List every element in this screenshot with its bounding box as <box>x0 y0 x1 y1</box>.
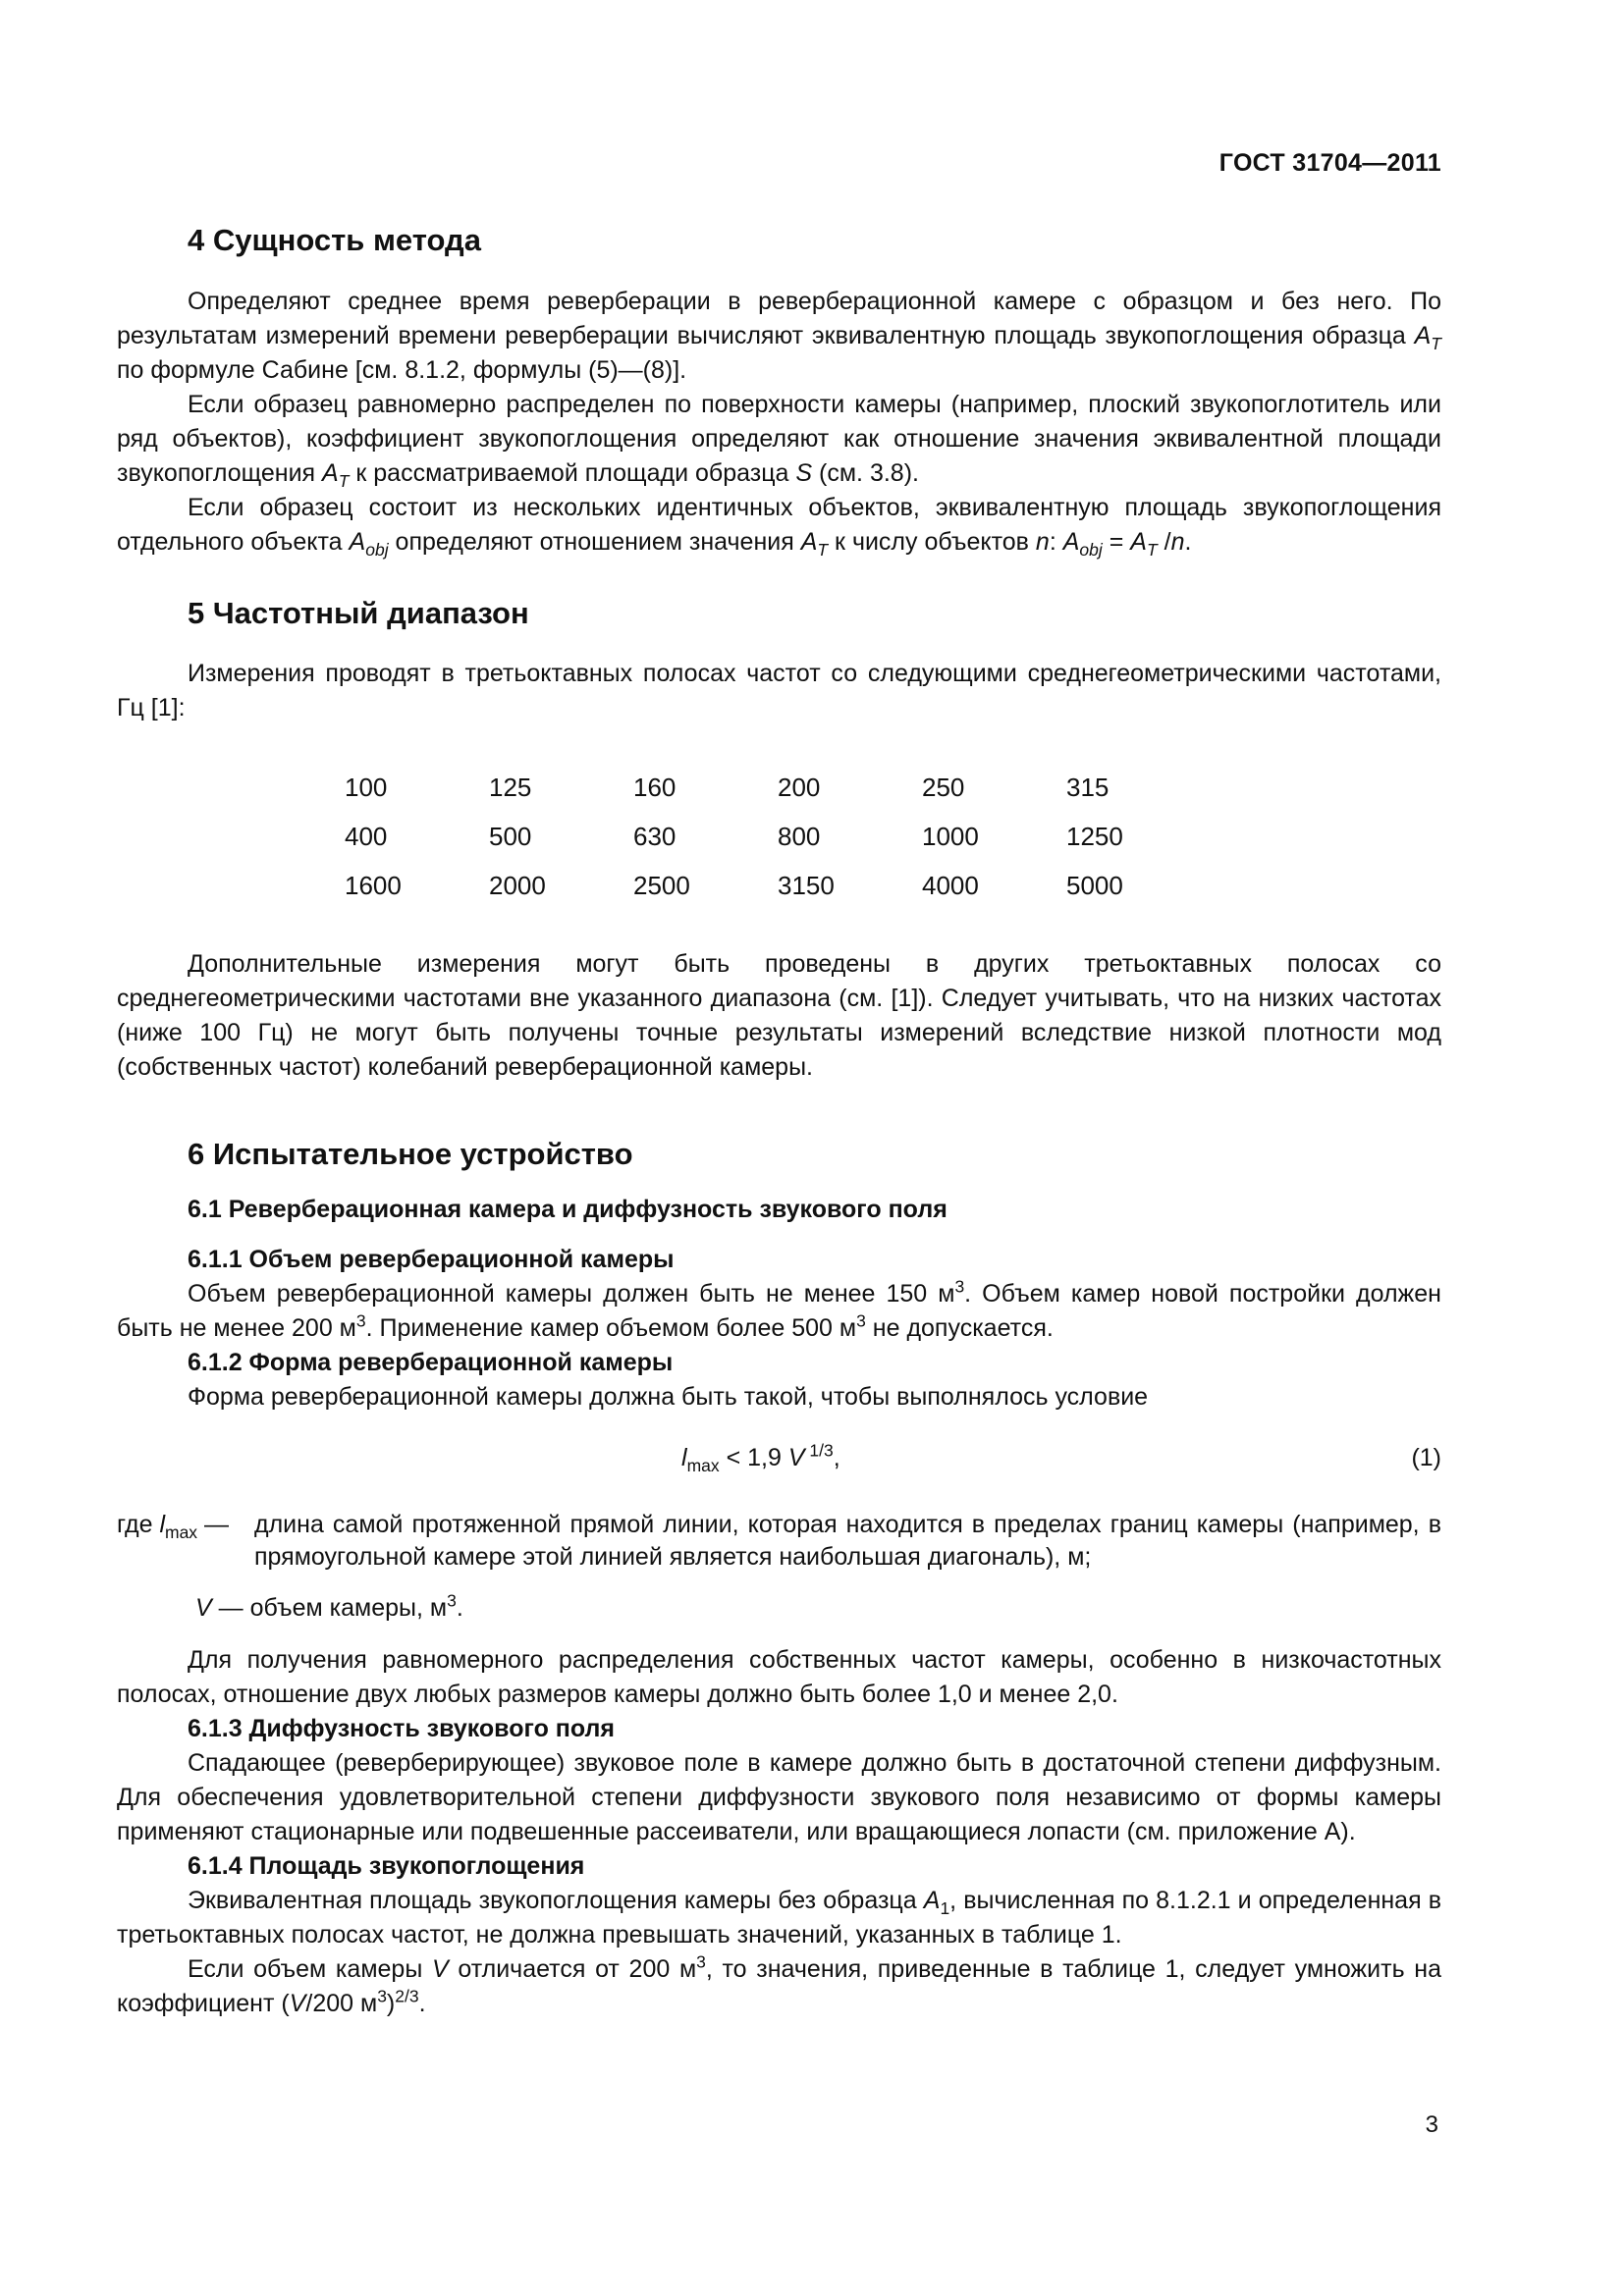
frequency-cell: 630 <box>633 821 677 851</box>
subsection-6-1-1-heading: 6.1.1 Объем реверберационной камеры <box>188 1246 675 1273</box>
s5-intro: Измерения проводят в третьоктавных полосах частот со следующими среднегеометрическими частотами, Гц [1]: <box>117 660 1441 721</box>
s4-paragraph-1: Определяют среднее время реверберации в реверберационной камере с образцом и без него. По результатам измерений времени реверберации вычисляют эквивалентную площадь звукопоглощения образца $A_T$ по формуле Сабине [см. 8.1.2, формулы (5)—(8)]. <box>117 288 1441 384</box>
equation-number: (1) <box>1411 1444 1441 1471</box>
subsection-6-1-3-heading: 6.1.3 Диффузность звукового поля <box>188 1715 616 1742</box>
variable-definitions <box>117 1509 1441 1625</box>
frequency-cell: 2500 <box>633 870 690 900</box>
s611-paragraph: Объем реверберационной камеры должен быть не менее 150 $м^3$. Объем камер новой постройки должен быть не менее 200 $м^3$. Применение камер объемом более 500 $м^3$ не допускается. <box>117 1276 1441 1342</box>
frequency-cell: 5000 <box>1066 870 1123 900</box>
s612-paragraph-2: Для получения равномерного распределения собственных частот камеры, особенно в низкочастотных полосах, отношение двух любых размеров камеры должно быть более 1,0 и менее 2,0. <box>117 1646 1441 1708</box>
page-number: 3 <box>1425 2111 1438 2138</box>
definition-lmax <box>117 1509 1441 1574</box>
s614-paragraph-2: Если объем камеры V отличается от 200 $м^3$, то значения, приведенные в таблице 1, следует умножить на коэффициент (V/200 $м^3)^{2/3}$. <box>117 1951 1441 2017</box>
frequency-row <box>345 763 1211 812</box>
definition-v: V — объем камеры, $м^3$. <box>195 1590 463 1622</box>
page-body <box>117 221 1441 2021</box>
frequency-cell: 1250 <box>1066 821 1123 851</box>
frequency-cell: 4000 <box>922 870 979 900</box>
s4-paragraph-3: Если образец состоит из нескольких идентичных объектов, эквивалентную площадь звукопоглощения отдельного объекта $A_{obj}$ определяют отношением значения $A_T$ к числу объектов n: $A_{obj} = A_T$ /n. <box>117 494 1441 560</box>
subsection-6-1-4-heading: 6.1.4 Площадь звукопоглощения <box>188 1852 585 1880</box>
definition-description: длина самой протяженной прямой линии, которая находится в пределах границ камеры (например, в прямоугольной камере этой линией является наибольшая диагональ), м; <box>254 1511 1441 1571</box>
equation-formula: $l_{max} < 1,9$ V $^{1/3}$, <box>681 1440 840 1475</box>
frequency-cell: 1600 <box>345 870 402 900</box>
frequency-table <box>345 763 1211 910</box>
s5-paragraph-2: Дополнительные измерения могут быть проведены в других третьоктавных полосах со среднегеометрическими частотами вне указанного диапазона (см. [1]). Следует учитывать, что на низких частотах (ниже 100 Гц) не могут быть получены точные результаты измерений вследствие низкой плотности мод (собственных частот) колебаний реверберационной камеры. <box>117 950 1441 1081</box>
s613-paragraph: Спадающее (реверберирующее) звуковое поле в камере должно быть в достаточной степени диффузным. Для обеспечения удовлетворительной степени диффузности звукового поля независимо от формы камеры применяют стационарные или подвешенные рассеиватели, или вращающиеся лопасти (см. приложение А). <box>117 1749 1441 1845</box>
frequency-cell: 1000 <box>922 821 979 851</box>
frequency-cell: 200 <box>778 772 821 802</box>
equation-1 <box>117 1433 1441 1484</box>
frequency-cell: 2000 <box>489 870 546 900</box>
document-header: ГОСТ 31704—2011 <box>1218 149 1441 177</box>
frequency-cell: 400 <box>345 821 388 851</box>
section-4-heading: 4 Сущность метода <box>188 223 481 257</box>
frequency-cell: 250 <box>922 772 965 802</box>
frequency-row <box>345 861 1211 910</box>
frequency-cell: 3150 <box>778 870 835 900</box>
subsection-6-1-heading: 6.1 Реверберационная камера и диффузность звукового поля <box>188 1196 947 1223</box>
section-6-heading: 6 Испытательное устройство <box>188 1137 633 1171</box>
frequency-cell: 100 <box>345 772 388 802</box>
subsection-6-1-2-heading: 6.1.2 Форма реверберационной камеры <box>188 1349 674 1376</box>
frequency-cell: 500 <box>489 821 532 851</box>
s612-paragraph-1: Форма реверберационной камеры должна быть такой, чтобы выполнялось условие <box>188 1383 1149 1411</box>
definition-term: где $l_{max}$ — <box>117 1511 230 1542</box>
frequency-cell: 125 <box>489 772 532 802</box>
frequency-row <box>345 812 1211 861</box>
frequency-cell: 160 <box>633 772 677 802</box>
s614-paragraph-1: Эквивалентная площадь звукопоглощения камеры без образца $A_1$, вычисленная по 8.1.2.1 и определенная в третьоктавных полосах частот, не должна превышать значений, указанных в таблице 1. <box>117 1887 1441 1949</box>
s4-paragraph-2: Если образец равномерно распределен по поверхности камеры (например, плоский звукопоглотитель или ряд объектов), коэффициент звукопоглощения определяют как отношение значения эквивалентной площади звукопоглощения $A_T$ к рассматриваемой площади образца S (см. 3.8). <box>117 391 1441 491</box>
section-5-heading: 5 Частотный диапазон <box>188 596 529 630</box>
frequency-cell: 315 <box>1066 772 1110 802</box>
frequency-cell: 800 <box>778 821 821 851</box>
